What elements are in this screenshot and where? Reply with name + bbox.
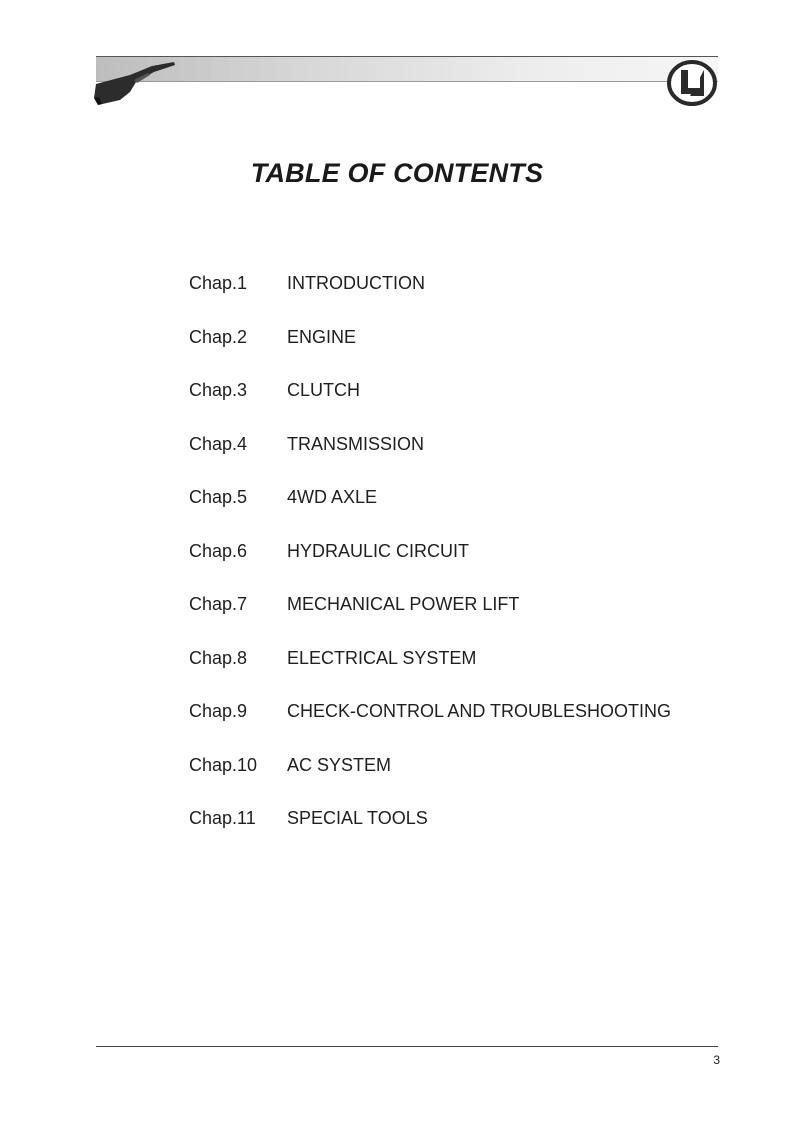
chapter-title: ENGINE bbox=[287, 326, 357, 347]
toc-item[interactable] bbox=[189, 375, 671, 429]
chapter-title: MECHANICAL POWER LIFT bbox=[287, 594, 520, 614]
toc-item[interactable] bbox=[189, 589, 671, 643]
page-number: 3 bbox=[713, 1053, 720, 1067]
toc-item[interactable] bbox=[189, 322, 671, 376]
chapter-title: AC SYSTEM bbox=[287, 754, 392, 775]
pointing-hand-icon bbox=[90, 58, 180, 108]
chapter-title: CLUTCH bbox=[287, 380, 361, 400]
chapter-title: HYDRAULIC CIRCUIT bbox=[287, 540, 470, 561]
chapter-title: ELECTRICAL SYSTEM bbox=[287, 647, 477, 668]
chapter-number: Chap.1 bbox=[189, 273, 248, 293]
page-title: TABLE OF CONTENTS bbox=[250, 158, 544, 188]
toc-item[interactable] bbox=[189, 696, 671, 750]
chapter-number: Chap.2 bbox=[189, 326, 248, 347]
brand-logo bbox=[665, 58, 719, 108]
chapter-title: INTRODUCTION bbox=[287, 273, 425, 293]
chapter-number: Chap.11 bbox=[189, 808, 256, 828]
chapter-number: Chap.10 bbox=[189, 754, 258, 775]
chapter-title: 4WD AXLE bbox=[287, 487, 378, 507]
toc-item[interactable] bbox=[189, 482, 671, 536]
toc-item[interactable] bbox=[189, 803, 671, 857]
chapter-number: Chap.5 bbox=[189, 487, 248, 507]
toc-item[interactable] bbox=[189, 429, 671, 483]
chapter-title: CHECK-CONTROL AND TROUBLESHOOTING bbox=[287, 701, 672, 721]
toc-item[interactable] bbox=[189, 536, 671, 590]
footer-rule bbox=[96, 1046, 718, 1047]
chapter-title: TRANSMISSION bbox=[287, 433, 425, 454]
chapter-number: Chap.7 bbox=[189, 594, 248, 614]
toc-item[interactable] bbox=[189, 268, 671, 322]
chapter-number: Chap.9 bbox=[189, 701, 248, 721]
header-band bbox=[96, 56, 718, 81]
chapter-number: Chap.3 bbox=[189, 380, 248, 400]
chapter-number: Chap.4 bbox=[189, 433, 248, 454]
chapter-number: Chap.6 bbox=[189, 540, 248, 561]
toc-item[interactable] bbox=[189, 643, 671, 697]
chapter-title: SPECIAL TOOLS bbox=[287, 808, 428, 828]
table-of-contents bbox=[189, 268, 671, 857]
toc-item[interactable] bbox=[189, 750, 671, 804]
chapter-number: Chap.8 bbox=[189, 647, 248, 668]
